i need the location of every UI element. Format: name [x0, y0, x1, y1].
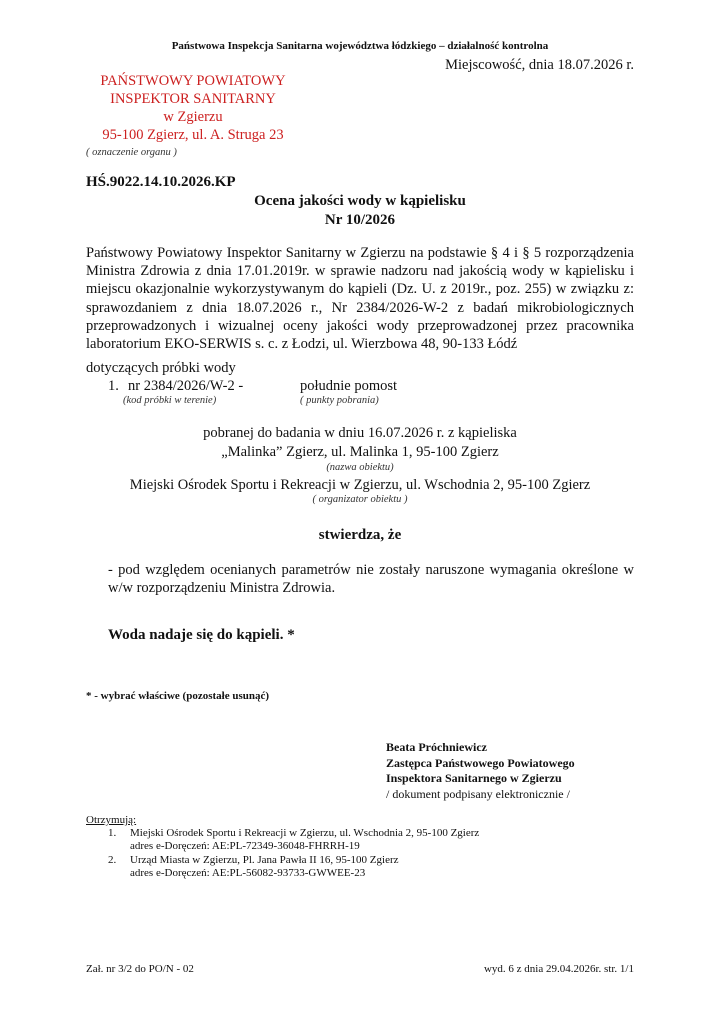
organ-line-2: INSPEKTOR SANITARNY: [110, 91, 276, 107]
title-line-2: Nr 10/2026: [324, 212, 396, 228]
document-title: [0, 192, 720, 230]
bathing-site-name: „Malinka” Zgierz, ul. Malinka 1, 95-100 Zgierz: [221, 444, 499, 460]
organ-note: ( oznaczenie organu ): [86, 147, 177, 158]
organizer-name: Miejski Ośrodek Sportu i Rekreacji w Zgierzu, ul. Wschodnia 2, 95-100 Zgierz: [129, 477, 591, 493]
case-number: HŚ.9022.14.10.2026.KP: [86, 174, 236, 190]
footer-right: wyd. 6 z dnia 29.04.2026r. str. 1/1: [483, 963, 634, 975]
organ-line-4: 95-100 Zgierz, ul. A. Struga 23: [102, 127, 284, 143]
recipient-edelivery: adres e-Doręczeń: AE:PL-56082-93733-GWWEE-23: [130, 867, 366, 880]
recipients-list: [86, 827, 646, 881]
sample-place: południe pomost: [300, 378, 398, 394]
sample-place-note: ( punkty pobrania): [300, 395, 379, 406]
list-item: [86, 827, 646, 854]
samples-intro: dotyczących próbki wody: [86, 360, 236, 376]
sample-code: nr 2384/2026/W-2 -: [128, 378, 244, 394]
recipient-address: Miejski Ośrodek Sportu i Rekreacji w Zgierzu, ul. Wschodnia 2, 95-100 Zgierz: [130, 827, 480, 839]
title-line-1: Ocena jakości wody w kąpielisku: [254, 193, 466, 209]
footer-left: Zał. nr 3/2 do PO/N - 02: [86, 963, 194, 975]
signature-block: [386, 740, 575, 802]
sample-number: 1.: [108, 378, 119, 394]
recipient-edelivery: adres e-Doręczeń: AE:PL-72349-36048-FHRRH-19: [130, 840, 360, 853]
organ-line-3: w Zgierzu: [163, 109, 223, 125]
organ-block: [86, 72, 300, 162]
signer-role-2: Inspektora Sanitarnego w Zgierzu: [386, 771, 562, 785]
signature-note: / dokument podpisany elektronicznie /: [386, 786, 570, 801]
sample-code-note: (kod próbki w terenie): [123, 395, 217, 406]
list-item: [86, 854, 646, 881]
recipients-label: Otrzymują:: [86, 814, 137, 826]
conclusion: Woda nadaje się do kąpieli. *: [108, 627, 295, 643]
date-line: Miejscowość, dnia 18.07.2026 r.: [445, 57, 634, 73]
organ-line-1: PAŃSTWOWY POWIATOWY: [100, 73, 286, 89]
body-paragraph: Państwowy Powiatowy Inspektor Sanitarny w Zgierzu na podstawie § 4 i § 5 rozporządzenia Ministra Zdrowia z dnia 17.01.2019r. w sprawie nadzoru nad jakością wody w kąpielisku i miejscu okazjonalnie wykorzystywanym do kąpieli (Dz. U. z 2019r., poz. 255) w związku z: sprawozdaniem z dnia 18.07.2026 r., Nr 2384/2026-W-2 z badań mikrobiologicznych przeprowadzonych i wizualnej oceny jakości wody przeprowadzonej przez pracownika laboratorium EKO-SERWIS s. c. z Łodzi, ul. Wierzbowa 48, 90-133 Łódź: [86, 245, 634, 353]
footnote: * - wybrać właściwe (pozostałe usunąć): [86, 690, 270, 702]
recipient-address: Urząd Miasta w Zgierzu, Pl. Jana Pawła II 16, 95-100 Zgierz: [130, 853, 399, 866]
states-heading: stwierdza, że: [318, 527, 402, 543]
taken-line: pobranej do badania w dniu 16.07.2026 r. z kąpieliska: [203, 425, 517, 441]
recipient-number: 1.: [108, 827, 117, 839]
bathing-site-note: (nazwa obiektu): [326, 462, 394, 473]
finding-text: - pod względem ocenianych parametrów nie zostały naruszone wymagania określone w w/w rozporządzeniu Ministra Zdrowia.: [108, 562, 634, 596]
signer-name: Beata Próchniewicz: [386, 740, 487, 754]
recipient-number: 2.: [108, 853, 117, 866]
signer-role-1: Zastępca Państwowego Powiatowego: [386, 755, 575, 770]
organizer-note: ( organizator obiektu ): [312, 494, 408, 505]
page-header: Państwowa Inspekcja Sanitarna województwa łódzkiego – działalność kontrolna: [171, 40, 549, 52]
